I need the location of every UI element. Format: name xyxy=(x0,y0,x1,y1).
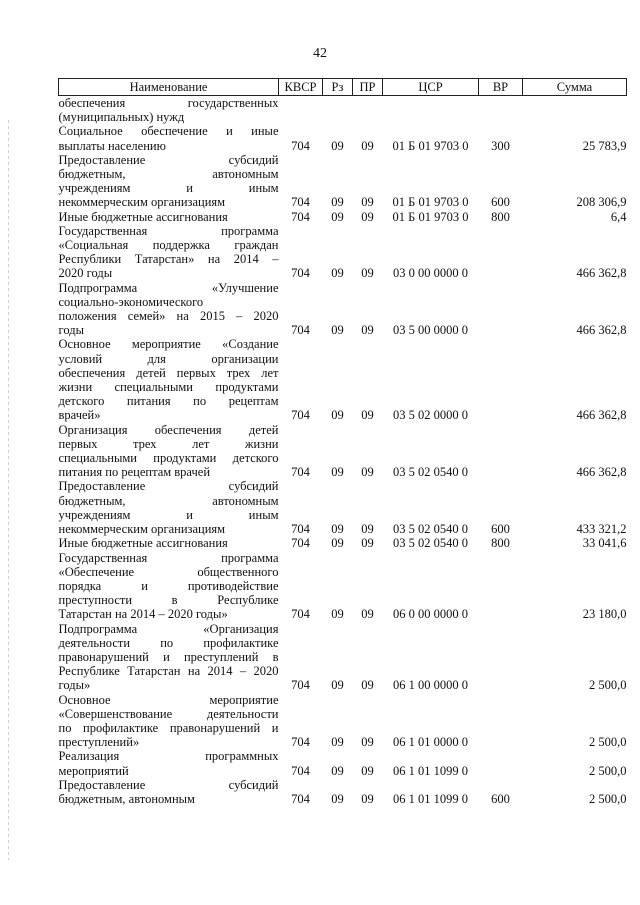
row-name-line: бюджетным, автономным xyxy=(58,493,279,508)
row-pr-cell: 09 xyxy=(361,138,374,153)
row-pr-cell: 09 xyxy=(361,209,374,224)
row-rz-cell: 09 xyxy=(331,791,344,806)
table-row xyxy=(59,210,627,224)
table-row xyxy=(59,96,627,125)
row-name-cell xyxy=(59,479,279,536)
row-name-line: 2020 годы xyxy=(58,266,113,281)
row-name-cell xyxy=(59,96,279,125)
row-kvsr-cell: 704 xyxy=(291,536,310,551)
row-csr-cell: 01 Б 01 9703 0 xyxy=(392,138,469,153)
row-kvsr-cell: 704 xyxy=(291,522,310,537)
row-name-line: Основное мероприятие «Создание xyxy=(58,337,279,352)
row-vr-cell: 600 xyxy=(491,522,510,537)
row-name-line: Организация обеспечения детей xyxy=(58,422,279,437)
row-kvsr-cell: 704 xyxy=(291,678,310,693)
row-name-cell xyxy=(59,749,279,777)
row-name-cell xyxy=(59,551,279,622)
row-kvsr-cell: 704 xyxy=(291,408,310,423)
row-pr-cell: 09 xyxy=(361,522,374,537)
row-name-line: преступлений» xyxy=(58,735,140,750)
row-vr-cell: 800 xyxy=(491,209,510,224)
row-pr-cell: 09 xyxy=(361,195,374,210)
row-name-cell xyxy=(59,337,279,422)
row-pr-cell: 09 xyxy=(361,266,374,281)
row-name-line: «Обеспечение общественного xyxy=(58,564,279,579)
row-vr-cell xyxy=(479,749,523,777)
header-kvsr: КВСР xyxy=(279,79,323,96)
row-name-cell xyxy=(59,423,279,480)
header-rz: Рз xyxy=(323,79,353,96)
row-name-line: (муниципальных) нужд xyxy=(58,110,185,125)
row-vr-cell xyxy=(479,224,523,281)
table-row xyxy=(59,693,627,750)
row-name-line: Иные бюджетные ассигнования xyxy=(58,209,228,224)
row-name-line: учреждениям и иным xyxy=(58,181,279,196)
row-csr-cell: 03 5 02 0000 0 xyxy=(393,408,468,423)
row-sum-cell: 208 306,9 xyxy=(576,195,627,210)
row-csr-cell: 03 5 00 0000 0 xyxy=(393,323,468,338)
row-name-line: Социальное обеспечение и иные xyxy=(58,124,279,139)
row-name-cell xyxy=(59,693,279,750)
row-vr-cell: 300 xyxy=(491,138,510,153)
row-name-cell xyxy=(59,153,279,210)
row-sum-cell: 23 180,0 xyxy=(582,607,627,622)
row-name-line: жизни специальными продуктами xyxy=(58,380,279,395)
row-name-cell xyxy=(59,281,279,338)
row-pr-cell: 09 xyxy=(361,408,374,423)
row-sum-cell: 2 500,0 xyxy=(589,678,627,693)
row-name-line: врачей» xyxy=(58,408,101,423)
row-rz-cell: 09 xyxy=(331,607,344,622)
row-name-line: мероприятий xyxy=(58,763,129,778)
row-kvsr-cell: 704 xyxy=(291,735,310,750)
row-name-line: «Совершенствование деятельности xyxy=(58,706,279,721)
row-name-line: Республике Татарстан на 2014 – 2020 xyxy=(58,664,279,679)
row-name-line: выплаты населению xyxy=(58,138,166,153)
row-vr-cell: 600 xyxy=(491,791,510,806)
row-pr-cell: 09 xyxy=(361,678,374,693)
row-name-line: Подпрограмма «Организация xyxy=(58,621,279,636)
row-name-line: Государственная программа xyxy=(58,550,279,565)
header-pr: ПР xyxy=(353,79,383,96)
row-name-line: первых трех лет жизни xyxy=(58,436,279,451)
row-pr-cell: 09 xyxy=(361,607,374,622)
row-csr-cell xyxy=(383,96,479,125)
table-row xyxy=(59,224,627,281)
row-name-cell xyxy=(59,536,279,550)
row-name-line: деятельности по профилактике xyxy=(58,635,279,650)
row-rz-cell: 09 xyxy=(331,138,344,153)
row-csr-cell: 06 1 01 0000 0 xyxy=(393,735,468,750)
row-name-line: Республики Татарстан» на 2014 – xyxy=(58,252,279,267)
row-sum-cell: 6,4 xyxy=(610,209,627,224)
row-csr-cell: 01 Б 01 9703 0 xyxy=(392,209,469,224)
row-pr-cell: 09 xyxy=(361,735,374,750)
row-name-line: Основное мероприятие xyxy=(58,692,279,707)
table-row xyxy=(59,536,627,550)
row-pr-cell: 09 xyxy=(361,763,374,778)
row-rz-cell: 09 xyxy=(331,408,344,423)
row-name-line: учреждениям и иным xyxy=(58,507,279,522)
page-number: 42 xyxy=(313,46,327,61)
budget-table xyxy=(58,78,627,806)
row-vr-cell xyxy=(479,96,523,125)
row-rz-cell: 09 xyxy=(331,735,344,750)
table-row xyxy=(59,622,627,693)
row-kvsr-cell: 704 xyxy=(291,791,310,806)
row-sum-cell xyxy=(523,96,627,125)
header-sum: Сумма xyxy=(523,79,627,96)
row-sum-cell: 33 041,6 xyxy=(582,536,627,551)
row-name-cell xyxy=(59,778,279,806)
row-pr-cell xyxy=(353,96,383,125)
row-vr-cell xyxy=(479,622,523,693)
header-name: Наименование xyxy=(59,79,279,96)
row-pr-cell: 09 xyxy=(361,536,374,551)
row-rz-cell: 09 xyxy=(331,195,344,210)
row-rz-cell: 09 xyxy=(331,763,344,778)
row-name-line: социально-экономического xyxy=(58,294,204,309)
row-sum-cell: 466 362,8 xyxy=(576,266,627,281)
row-csr-cell: 03 5 02 0540 0 xyxy=(393,536,468,551)
row-name-line: детского питания по рецептам xyxy=(58,394,279,409)
row-name-line: годы xyxy=(58,323,84,338)
row-pr-cell: 09 xyxy=(361,791,374,806)
row-kvsr-cell: 704 xyxy=(291,195,310,210)
row-csr-cell: 03 5 02 0540 0 xyxy=(393,465,468,480)
row-sum-cell: 2 500,0 xyxy=(589,763,627,778)
row-rz-cell: 09 xyxy=(331,522,344,537)
row-name-line: Татарстан на 2014 – 2020 годы» xyxy=(58,607,228,622)
row-kvsr-cell: 704 xyxy=(291,607,310,622)
row-name-line: годы» xyxy=(58,678,91,693)
table-row xyxy=(59,281,627,338)
row-sum-cell: 2 500,0 xyxy=(589,791,627,806)
row-csr-cell: 03 0 00 0000 0 xyxy=(393,266,468,281)
table-row xyxy=(59,337,627,422)
row-vr-cell: 800 xyxy=(491,536,510,551)
header-vr: ВР xyxy=(479,79,523,96)
row-name-line: Подпрограмма «Улучшение xyxy=(58,280,279,295)
row-sum-cell: 466 362,8 xyxy=(576,323,627,338)
row-vr-cell xyxy=(479,551,523,622)
row-name-cell xyxy=(59,210,279,224)
budget-table-container xyxy=(58,78,626,806)
table-row xyxy=(59,778,627,806)
row-sum-cell: 2 500,0 xyxy=(589,735,627,750)
row-csr-cell: 06 1 01 1099 0 xyxy=(393,763,468,778)
row-name-line: Иные бюджетные ассигнования xyxy=(58,536,228,551)
row-pr-cell: 09 xyxy=(361,465,374,480)
row-name-line: Реализация программных xyxy=(58,749,279,764)
row-name-cell xyxy=(59,124,279,152)
row-rz-cell: 09 xyxy=(331,465,344,480)
row-rz-cell: 09 xyxy=(331,266,344,281)
row-vr-cell xyxy=(479,281,523,338)
row-name-line: обеспечения государственных xyxy=(58,96,279,110)
row-rz-cell: 09 xyxy=(331,678,344,693)
row-sum-cell: 433 321,2 xyxy=(576,522,627,537)
row-name-line: положения семей» на 2015 – 2020 xyxy=(58,309,279,324)
row-kvsr-cell: 704 xyxy=(291,763,310,778)
row-name-cell xyxy=(59,622,279,693)
row-vr-cell xyxy=(479,423,523,480)
row-rz-cell: 09 xyxy=(331,209,344,224)
table-row xyxy=(59,479,627,536)
row-rz-cell: 09 xyxy=(331,536,344,551)
table-row xyxy=(59,551,627,622)
row-sum-cell: 466 362,8 xyxy=(576,465,627,480)
row-name-line: некоммерческим организациям xyxy=(58,195,226,210)
row-rz-cell xyxy=(323,96,353,125)
table-row xyxy=(59,749,627,777)
row-name-line: «Социальная поддержка граждан xyxy=(58,238,279,253)
row-kvsr-cell xyxy=(279,96,323,125)
table-row xyxy=(59,423,627,480)
row-kvsr-cell: 704 xyxy=(291,209,310,224)
table-body xyxy=(59,96,627,807)
row-csr-cell: 06 1 00 0000 0 xyxy=(393,678,468,693)
row-name-line: специальными продуктами детского xyxy=(58,451,279,466)
row-name-line: некоммерческим организациям xyxy=(58,522,226,537)
row-name-line: Предоставление субсидий xyxy=(58,777,279,792)
row-name-line: правонарушений и преступлений в xyxy=(58,649,279,664)
row-name-line: Предоставление субсидий xyxy=(58,152,279,167)
row-kvsr-cell: 704 xyxy=(291,138,310,153)
row-kvsr-cell: 704 xyxy=(291,465,310,480)
row-name-line: бюджетным, автономным xyxy=(58,167,279,182)
row-name-line: порядка и противодействие xyxy=(58,578,279,593)
row-sum-cell: 466 362,8 xyxy=(576,408,627,423)
row-rz-cell: 09 xyxy=(331,323,344,338)
row-vr-cell xyxy=(479,337,523,422)
row-name-line: Государственная программа xyxy=(58,223,279,238)
row-csr-cell: 06 1 01 1099 0 xyxy=(393,791,468,806)
header-csr: ЦСР xyxy=(383,79,479,96)
row-name-line: бюджетным, автономным xyxy=(58,791,195,806)
row-kvsr-cell: 704 xyxy=(291,323,310,338)
row-vr-cell xyxy=(479,693,523,750)
row-name-line: питания по рецептам врачей xyxy=(58,465,211,480)
row-name-line: по профилактике правонарушений и xyxy=(58,720,279,735)
table-header-row xyxy=(59,79,627,96)
row-name-line: обеспечения детей первых трех лет xyxy=(58,365,279,380)
row-name-line: Предоставление субсидий xyxy=(58,479,279,494)
row-name-line: условий для организации xyxy=(58,351,279,366)
page-edge-mark xyxy=(8,120,9,860)
table-row xyxy=(59,124,627,152)
row-name-cell xyxy=(59,224,279,281)
row-csr-cell: 06 0 00 0000 0 xyxy=(393,607,468,622)
row-csr-cell: 03 5 02 0540 0 xyxy=(393,522,468,537)
table-row xyxy=(59,153,627,210)
row-sum-cell: 25 783,9 xyxy=(582,138,627,153)
row-kvsr-cell: 704 xyxy=(291,266,310,281)
row-vr-cell: 600 xyxy=(491,195,510,210)
row-name-line: преступности в Республике xyxy=(58,593,279,608)
row-csr-cell: 01 Б 01 9703 0 xyxy=(392,195,469,210)
row-pr-cell: 09 xyxy=(361,323,374,338)
